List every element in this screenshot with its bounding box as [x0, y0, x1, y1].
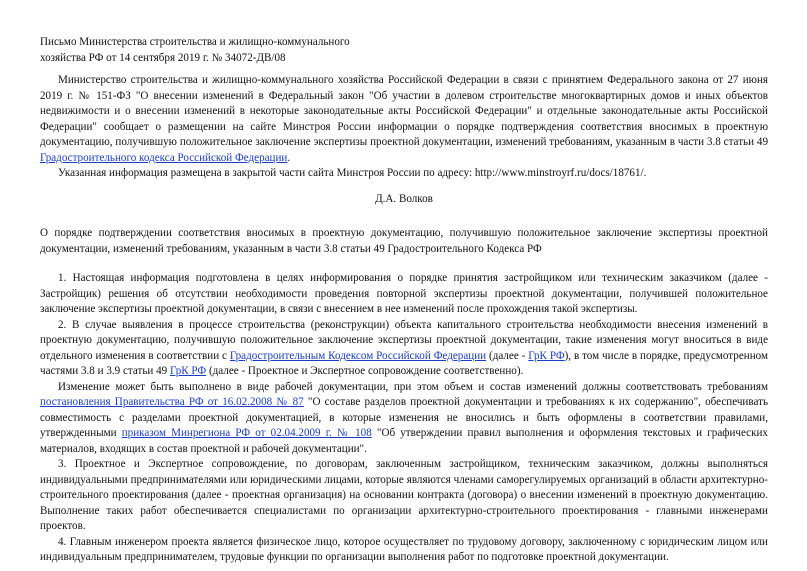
signature: Д.А. Волков: [375, 192, 433, 205]
appendix-title: О порядке подтверждении соответствия вносимых в проектную документацию, получившую положительное заключение экспертизы проектной документации, изменений требованиям, указанным в части 3.8 статьи 49 Градостроительного Кодекса РФ: [40, 227, 768, 255]
link-grk-rf[interactable]: Градостроительного кодекса Российской Федерации: [40, 151, 288, 164]
item-3-text-b: "О составе разделов проектной документации и требованиях к их содержанию", обеспечивать совместимость с разделами проектной документацией, в которые изменения не вносились и быть оформлены в соответствии правилами, утвержденными: [40, 396, 768, 439]
title-line-2: хозяйства РФ от 14 сентября 2019 г. № 34072-ДВ/08: [40, 51, 286, 64]
letter-paragraph-1-end: .: [287, 151, 291, 164]
letter-paragraph-2: Указанная информация размещена в закрытой части сайта Минстроя России по адресу: http://www.minstroyrf.ru/docs/18761/.: [58, 167, 647, 179]
link-government-resolution-87[interactable]: постановления Правительства РФ от 16.02.2008 № 87: [40, 396, 304, 408]
item-2-text-c: ), в том числе в порядке, предусмотренном частями 3.8 и 3.9 статьи 49: [40, 349, 768, 377]
item-3-text-a: Изменение может быть выполнено в виде рабочей документации, при этом объем и состав изменений должны соответствовать требованиям: [58, 380, 768, 393]
appendix-item-1: 1. Настоящая информация подготовлена в целях информирования о порядке принятия застройщиком или техническим заказчиком (далее - Застройщик) решения об отсутствии необходимости проведения повторной экспертизы проектной документации, получившей положительное заключение экспертизы проектной документации, в связи с внесением в нее изменений после прохождения такой экспертизы.: [40, 272, 768, 315]
item-2-text-b: (далее -: [486, 349, 529, 362]
letter-paragraph-1: [40, 73, 768, 166]
link-grk-rf-full[interactable]: Градостроительным Кодексом Российской Федерации: [229, 349, 487, 362]
item-3-text-c: "Об утверждении правил выполнения и оформления текстовых и графических материалов, входящих в состав проектной и рабочей документации".: [40, 427, 768, 455]
letter-body: [40, 73, 768, 182]
appendix-item-4: 4. Главным инженером проекта является физическое лицо, которое осуществляет по трудовому договору, заключенному с юридическим лицом или индивидуальным предпринимателем, трудовые функции по организации выполнения работ по подготовке проектной документации.: [40, 535, 768, 563]
document-title: [40, 35, 768, 66]
appendix-item-2: [40, 318, 768, 380]
item-2-text-d: (далее - Проектное и Экспертное сопровождение соответственно).: [206, 365, 524, 377]
appendix-item-2-continued: [40, 380, 768, 458]
title-line-1: Письмо Министерства строительства и жилищно-коммунального: [40, 36, 350, 48]
appendix-item-3: 3. Проектное и Экспертное сопровождение, по договорам, заключенным застройщиком, техническим заказчиком, должны выполняться индивидуальными предпринимателями или юридическими лицами, которые являются членами саморегулируемых организаций в области архитектурно-строительного проектирования (далее - проектная организация) на основании контракта (договора) о внесении изменений в проектную документацию. Выполнение таких работ обеспечивается специалистами по организации архитектурно-строительного проектирования - главными инженерами проектов.: [40, 458, 768, 532]
item-2-text-a: 2. В случае выявления в процессе строительства (реконструкции) объекта капитального строительства необходимости внесения изменений в проектную документацию, получившую положительное заключение экспертизы проектной документации, такие изменения могут вноситься в виде отдельного изменения в соответствии с: [40, 318, 768, 362]
letter-paragraph-1-text: Министерство строительства и жилищно-коммунального хозяйства Российской Федерации в связи с принятием Федерального закона от 27 июня 2019 г. № 151-ФЗ "О внесении изменений в Федеральный закон "Об участии в долевом строительстве многоквартирных домов и иных объектов недвижимости и о внесении изменений в некоторые законодательные акты Российской Федерации" и отдельные законодательные акты Российской Федерации" сообщает о размещении на сайте Минстроя России информации о порядке подтверждения соответствия вносимых в проектную документацию, получившую положительное заключение экспертизы проектной документации, изменений требованиям, указанным в части 3.8 статьи 49: [40, 74, 768, 148]
link-grk-rf-short-2[interactable]: ГрК РФ: [169, 365, 207, 377]
link-grk-rf-short-1[interactable]: ГрК РФ: [528, 349, 565, 362]
appendix-body: [40, 271, 768, 566]
link-minregion-order-108[interactable]: приказом Минрегиона РФ от 02.04.2009 г. № 108: [121, 427, 372, 439]
